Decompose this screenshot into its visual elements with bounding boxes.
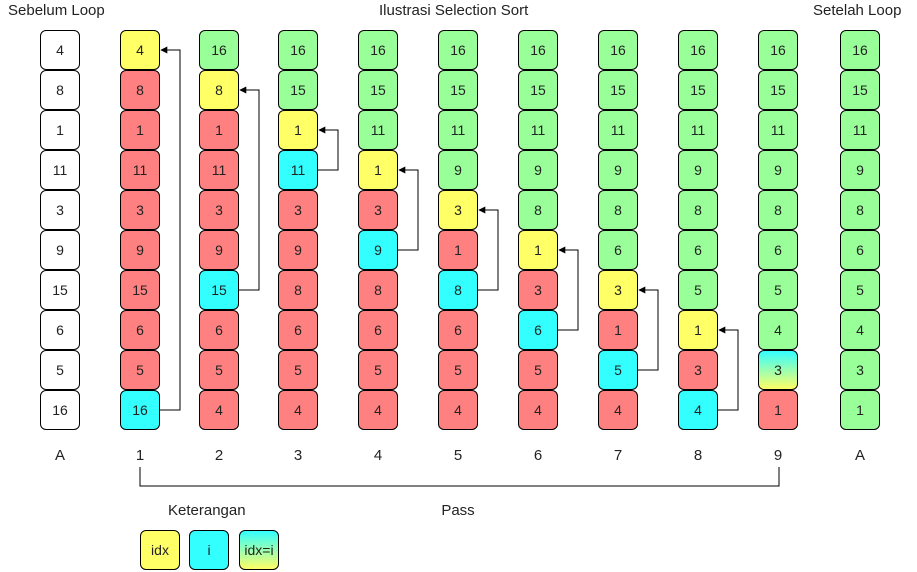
array-cell: 9: [438, 150, 478, 190]
array-cell: 3: [278, 190, 318, 230]
array-cell: 6: [678, 230, 718, 270]
array-cell: 16: [518, 30, 558, 70]
array-cell: 11: [120, 150, 160, 190]
array-cell: 11: [438, 110, 478, 150]
array-cell: 11: [678, 110, 718, 150]
array-cell: 6: [840, 230, 880, 270]
array-cell: 9: [840, 150, 880, 190]
legend-title: Keterangan: [168, 502, 246, 519]
swap-arrow: [558, 250, 578, 330]
array-cell: 5: [278, 350, 318, 390]
swap-arrow: [239, 90, 259, 290]
swap-arrow: [160, 50, 180, 410]
array-cell: 6: [438, 310, 478, 350]
array-cell: 9: [120, 230, 160, 270]
array-cell: 11: [40, 150, 80, 190]
array-cell: 1: [278, 110, 318, 150]
array-cell: 3: [438, 190, 478, 230]
array-cell: 6: [40, 310, 80, 350]
array-cell: 15: [598, 70, 638, 110]
array-cell: 4: [40, 30, 80, 70]
array-cell: 1: [518, 230, 558, 270]
array-cell: 1: [40, 110, 80, 150]
array-cell: 1: [120, 110, 160, 150]
array-cell: 15: [40, 270, 80, 310]
array-cell: 15: [199, 270, 239, 310]
array-cell: 11: [358, 110, 398, 150]
array-cell: 4: [758, 310, 798, 350]
swap-arrow: [318, 130, 338, 170]
array-cell: 4: [120, 30, 160, 70]
column-label: 7: [613, 447, 623, 464]
array-cell: 9: [598, 150, 638, 190]
array-cell: 3: [758, 350, 798, 390]
array-cell: 9: [40, 230, 80, 270]
array-cell: 8: [518, 190, 558, 230]
legend-item: i: [189, 530, 229, 570]
array-cell: 6: [518, 310, 558, 350]
array-cell: 8: [40, 70, 80, 110]
array-cell: 16: [40, 390, 80, 430]
array-cell: 3: [120, 190, 160, 230]
array-cell: 15: [518, 70, 558, 110]
array-cell: 15: [840, 70, 880, 110]
array-cell: 1: [678, 310, 718, 350]
array-cell: 8: [358, 270, 398, 310]
pass-label: Pass: [441, 502, 475, 519]
array-cell: 5: [678, 270, 718, 310]
column-label: 8: [693, 447, 703, 464]
array-cell: 11: [199, 150, 239, 190]
array-cell: 15: [438, 70, 478, 110]
array-cell: 11: [840, 110, 880, 150]
column-label: 1: [135, 447, 145, 464]
array-cell: 9: [518, 150, 558, 190]
array-cell: 8: [678, 190, 718, 230]
array-cell: 15: [358, 70, 398, 110]
array-cell: 4: [518, 390, 558, 430]
array-cell: 6: [758, 230, 798, 270]
array-cell: 3: [199, 190, 239, 230]
swap-arrow: [398, 170, 418, 250]
array-cell: 1: [438, 230, 478, 270]
array-cell: 8: [120, 70, 160, 110]
array-cell: 3: [40, 190, 80, 230]
array-cell: 9: [358, 230, 398, 270]
column-label: 9: [773, 447, 783, 464]
legend-item: idx: [140, 530, 180, 570]
array-cell: 3: [358, 190, 398, 230]
array-cell: 6: [278, 310, 318, 350]
array-cell: 1: [758, 390, 798, 430]
array-cell: 5: [598, 350, 638, 390]
array-cell: 5: [120, 350, 160, 390]
array-cell: 15: [758, 70, 798, 110]
array-cell: 1: [840, 390, 880, 430]
array-cell: 1: [358, 150, 398, 190]
array-cell: 11: [278, 150, 318, 190]
array-cell: 16: [598, 30, 638, 70]
array-cell: 11: [598, 110, 638, 150]
array-cell: 16: [199, 30, 239, 70]
array-cell: 11: [518, 110, 558, 150]
array-cell: 4: [358, 390, 398, 430]
array-cell: 6: [199, 310, 239, 350]
array-cell: 8: [438, 270, 478, 310]
legend-item: idx=i: [239, 530, 279, 570]
before-loop-title: Sebelum Loop: [8, 2, 105, 19]
array-cell: 6: [598, 230, 638, 270]
array-cell: 16: [438, 30, 478, 70]
array-cell: 3: [840, 350, 880, 390]
array-cell: 15: [120, 270, 160, 310]
array-cell: 8: [278, 270, 318, 310]
array-cell: 5: [758, 270, 798, 310]
array-cell: 8: [199, 70, 239, 110]
array-cell: 5: [840, 270, 880, 310]
array-cell: 8: [758, 190, 798, 230]
pass-bracket: [140, 467, 779, 486]
array-cell: 4: [840, 310, 880, 350]
array-cell: 6: [120, 310, 160, 350]
column-label: 5: [453, 447, 463, 464]
array-cell: 11: [758, 110, 798, 150]
array-cell: 1: [598, 310, 638, 350]
array-cell: 8: [840, 190, 880, 230]
column-label: 4: [373, 447, 383, 464]
column-label: A: [854, 447, 865, 464]
array-cell: 15: [678, 70, 718, 110]
after-loop-title: Setelah Loop: [813, 2, 902, 19]
array-cell: 4: [598, 390, 638, 430]
array-cell: 16: [840, 30, 880, 70]
column-label: 3: [293, 447, 303, 464]
array-cell: 5: [438, 350, 478, 390]
array-cell: 3: [518, 270, 558, 310]
column-label: 2: [214, 447, 224, 464]
array-cell: 16: [358, 30, 398, 70]
array-cell: 5: [40, 350, 80, 390]
swap-arrow: [638, 290, 658, 370]
array-cell: 3: [678, 350, 718, 390]
array-cell: 5: [199, 350, 239, 390]
array-cell: 4: [278, 390, 318, 430]
array-cell: 9: [758, 150, 798, 190]
array-cell: 16: [758, 30, 798, 70]
array-cell: 16: [278, 30, 318, 70]
array-cell: 4: [438, 390, 478, 430]
array-cell: 1: [199, 110, 239, 150]
array-cell: 4: [199, 390, 239, 430]
array-cell: 6: [358, 310, 398, 350]
column-label: 6: [533, 447, 543, 464]
array-cell: 16: [678, 30, 718, 70]
array-cell: 5: [518, 350, 558, 390]
array-cell: 3: [598, 270, 638, 310]
array-cell: 9: [278, 230, 318, 270]
array-cell: 9: [678, 150, 718, 190]
array-cell: 8: [598, 190, 638, 230]
array-cell: 9: [199, 230, 239, 270]
array-cell: 15: [278, 70, 318, 110]
diagram-title: Ilustrasi Selection Sort: [379, 2, 529, 19]
swap-arrow: [478, 210, 498, 290]
array-cell: 5: [358, 350, 398, 390]
array-cell: 4: [678, 390, 718, 430]
array-cell: 16: [120, 390, 160, 430]
column-label: A: [54, 447, 65, 464]
swap-arrow: [718, 330, 738, 410]
